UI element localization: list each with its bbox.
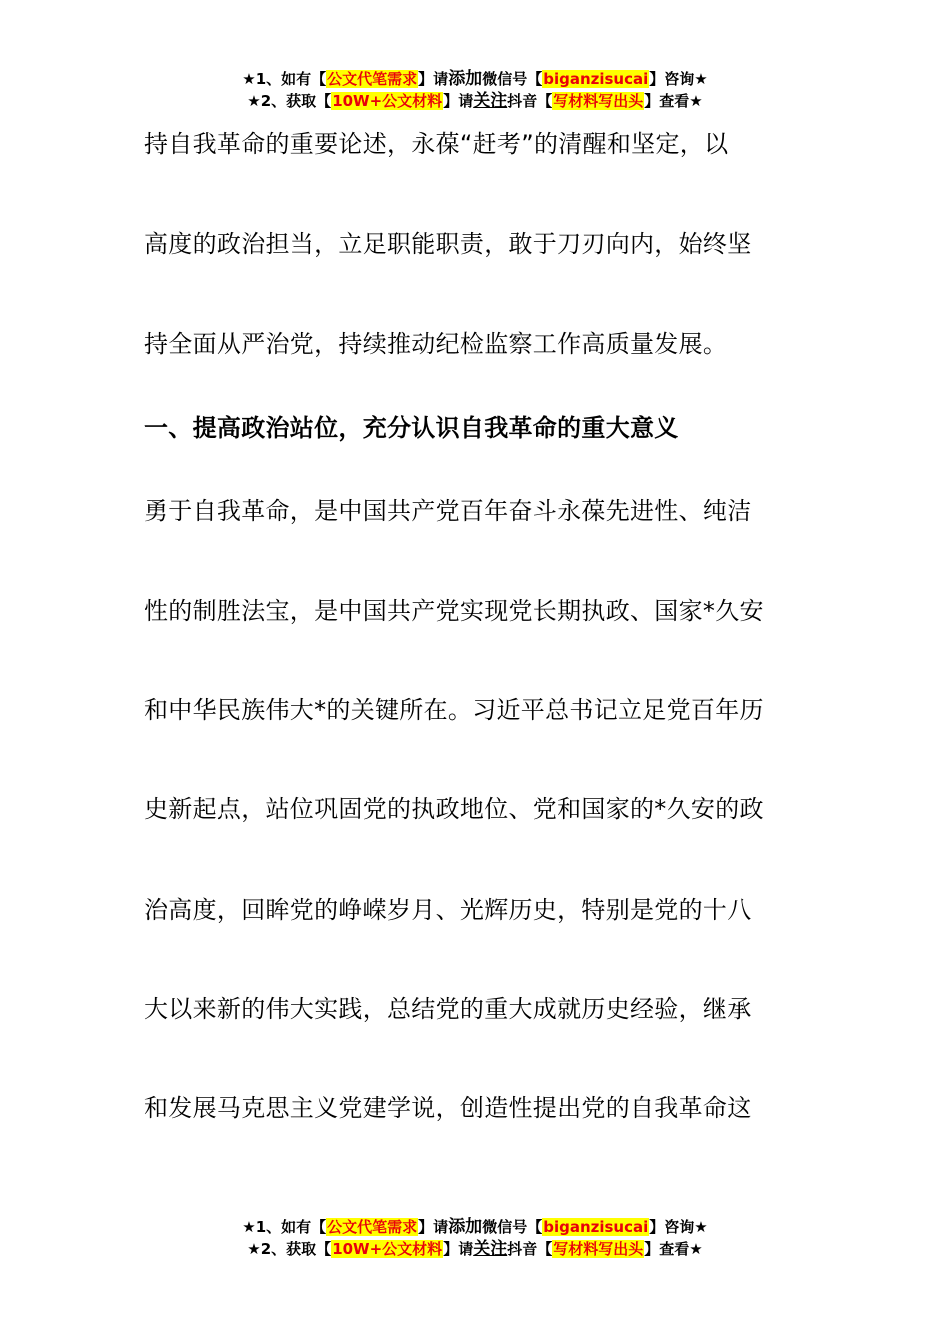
banner-emphasis: 添加 <box>448 69 483 89</box>
section-heading: 一、提高政治站位，充分认识自我革命的重大意义 <box>144 414 679 442</box>
paragraph-line: 和中华民族伟大*的关键所在。习近平总书记立足党百年历 <box>144 696 764 724</box>
paragraph-line: 大以来新的伟大实践，总结党的重大成就历史经验，继承 <box>144 995 752 1023</box>
banner-text: 微信号【 <box>482 70 543 88</box>
banner-line-2 <box>0 1238 950 1260</box>
banner-text: 】查看★ <box>644 92 703 110</box>
paragraph-line: 和发展马克思主义党建学说，创造性提出党的自我革命这 <box>144 1094 752 1122</box>
banner-text: ★1、如有【 <box>242 70 327 88</box>
banner-text: 】请 <box>443 92 474 110</box>
banner-text: ★2、获取【 <box>247 1240 332 1258</box>
banner-text: ★2、获取【 <box>247 92 332 110</box>
wechat-id-highlight: biganzisucai <box>543 70 649 88</box>
paragraph-line: 持自我革命的重要论述，永葆“赶考”的清醒和坚定，以 <box>144 130 729 158</box>
banner-text: 】请 <box>443 1240 474 1258</box>
douyin-id-highlight: 写材料写出头 <box>553 1240 644 1258</box>
banner-text: 】查看★ <box>644 1240 703 1258</box>
banner-text: 】请 <box>418 70 449 88</box>
paragraph-line: 史新起点，站位巩固党的执政地位、党和国家的*久安的政 <box>144 795 764 823</box>
banner-highlight: 10W+公文材料 <box>332 1240 443 1258</box>
wechat-id-highlight: biganzisucai <box>543 1218 649 1236</box>
paragraph-line: 治高度，回眸党的峥嵘岁月、光辉历史，特别是党的十八 <box>144 896 752 924</box>
banner-highlight: 10W+公文材料 <box>332 92 443 110</box>
paragraph-line: 高度的政治担当，立足职能职责，敢于刀刃向内，始终坚 <box>144 230 752 258</box>
banner-text: 】咨询★ <box>649 1218 708 1236</box>
banner-emphasis: 关注 <box>473 1239 508 1259</box>
banner-text: 】请 <box>418 1218 449 1236</box>
douyin-id-highlight: 写材料写出头 <box>553 92 644 110</box>
banner-line-2 <box>0 90 950 112</box>
banner-emphasis: 添加 <box>448 1217 483 1237</box>
header-banner <box>0 68 950 112</box>
banner-highlight: 公文代笔需求 <box>327 70 418 88</box>
footer-banner <box>0 1216 950 1260</box>
banner-emphasis: 关注 <box>473 91 508 111</box>
banner-text: 】咨询★ <box>649 70 708 88</box>
banner-highlight: 公文代笔需求 <box>327 1218 418 1236</box>
paragraph-line: 勇于自我革命，是中国共产党百年奋斗永葆先进性、纯洁 <box>144 497 752 525</box>
banner-text: 微信号【 <box>482 1218 543 1236</box>
banner-text: ★1、如有【 <box>242 1218 327 1236</box>
banner-text: 抖音【 <box>507 1240 553 1258</box>
paragraph-line: 性的制胜法宝，是中国共产党实现党长期执政、国家*久安 <box>144 597 764 625</box>
banner-line-1 <box>0 68 950 90</box>
banner-line-1 <box>0 1216 950 1238</box>
banner-text: 抖音【 <box>507 92 553 110</box>
paragraph-line: 持全面从严治党，持续推动纪检监察工作高质量发展。 <box>144 330 728 358</box>
